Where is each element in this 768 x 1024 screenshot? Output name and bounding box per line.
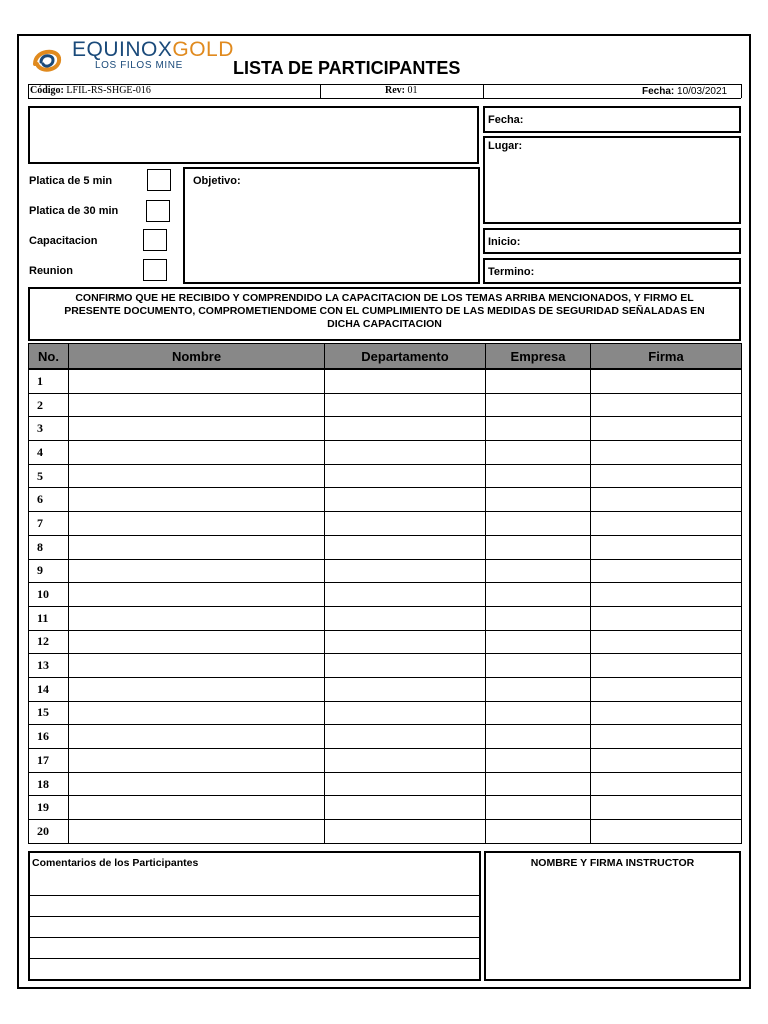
objetivo-field[interactable] [183, 167, 480, 284]
departamento-cell[interactable] [325, 772, 486, 796]
instructor-box[interactable] [484, 851, 741, 981]
divider [483, 84, 484, 98]
rev-field [385, 85, 418, 96]
firma-cell[interactable] [591, 630, 742, 654]
row-number: 12 [29, 630, 69, 654]
codigo-value: LFIL-RS-SHGE-016 [66, 85, 151, 96]
empresa-cell[interactable] [486, 417, 591, 441]
firma-cell[interactable] [591, 725, 742, 749]
row-number: 3 [29, 417, 69, 441]
table-row [29, 559, 742, 583]
rev-label: Rev: [385, 85, 405, 96]
empresa-cell[interactable] [486, 369, 591, 393]
firma-cell[interactable] [591, 583, 742, 607]
departamento-cell[interactable] [325, 369, 486, 393]
reunion-label: Reunion [29, 265, 73, 277]
table-row [29, 654, 742, 678]
column-header-nombre: Nombre [69, 344, 325, 370]
empresa-cell[interactable] [486, 559, 591, 583]
nombre-cell[interactable] [69, 441, 325, 465]
firma-cell[interactable] [591, 512, 742, 536]
codigo-field [30, 85, 151, 96]
departamento-cell[interactable] [325, 583, 486, 607]
table-header-row [29, 344, 742, 370]
brand-name-a: EQUINOX [72, 38, 173, 61]
platica30-label: Platica de 30 min [29, 205, 119, 217]
row-number: 18 [29, 772, 69, 796]
fecha-field[interactable] [483, 106, 741, 133]
brand-name-b: GOLD [172, 38, 234, 61]
departamento-cell[interactable] [325, 417, 486, 441]
empresa-cell[interactable] [486, 512, 591, 536]
brand-name [72, 38, 234, 62]
row-number: 16 [29, 725, 69, 749]
table-row [29, 417, 742, 441]
departamento-cell[interactable] [325, 654, 486, 678]
empresa-cell[interactable] [486, 535, 591, 559]
column-header-no: No. [29, 344, 69, 370]
participants-table [28, 343, 742, 844]
comment-line[interactable] [30, 916, 479, 917]
firma-cell[interactable] [591, 417, 742, 441]
departamento-cell[interactable] [325, 606, 486, 630]
table-row [29, 701, 742, 725]
platica5-label: Platica de 5 min [29, 175, 113, 187]
divider [320, 84, 321, 98]
empresa-cell[interactable] [486, 654, 591, 678]
fecha-label: Fecha: [488, 114, 524, 126]
empresa-cell[interactable] [486, 701, 591, 725]
row-number: 4 [29, 441, 69, 465]
brand-subtitle: LOS FILOS MINE [95, 60, 183, 71]
departamento-cell[interactable] [325, 725, 486, 749]
divider [28, 84, 29, 98]
departamento-cell[interactable] [325, 441, 486, 465]
nombre-cell[interactable] [69, 393, 325, 417]
row-number: 6 [29, 488, 69, 512]
firma-cell[interactable] [591, 464, 742, 488]
row-number: 7 [29, 512, 69, 536]
departamento-cell[interactable] [325, 464, 486, 488]
table-row [29, 464, 742, 488]
column-header-departamento: Departamento [325, 344, 486, 370]
row-number: 2 [29, 393, 69, 417]
departamento-cell[interactable] [325, 512, 486, 536]
nombre-cell[interactable] [69, 559, 325, 583]
table-row [29, 583, 742, 607]
empresa-cell[interactable] [486, 796, 591, 820]
nombre-cell[interactable] [69, 820, 325, 844]
row-number: 10 [29, 583, 69, 607]
row-number: 11 [29, 606, 69, 630]
termino-field[interactable] [483, 258, 741, 284]
table-row [29, 772, 742, 796]
comment-line[interactable] [30, 895, 479, 896]
table-row [29, 512, 742, 536]
firma-cell[interactable] [591, 796, 742, 820]
nombre-cell[interactable] [69, 512, 325, 536]
row-number: 8 [29, 535, 69, 559]
header-fecha-value: 10/03/2021 [677, 86, 728, 97]
row-number: 13 [29, 654, 69, 678]
empresa-cell[interactable] [486, 606, 591, 630]
firma-cell[interactable] [591, 820, 742, 844]
nombre-cell[interactable] [69, 796, 325, 820]
reunion-checkbox[interactable] [143, 259, 167, 281]
firma-cell[interactable] [591, 772, 742, 796]
capacitacion-checkbox[interactable] [143, 229, 167, 251]
row-number: 19 [29, 796, 69, 820]
table-row [29, 725, 742, 749]
empresa-cell[interactable] [486, 677, 591, 701]
table-row [29, 606, 742, 630]
table-row [29, 369, 742, 393]
confirmation-text [30, 289, 739, 331]
row-number: 20 [29, 820, 69, 844]
departamento-cell[interactable] [325, 393, 486, 417]
platica30-checkbox[interactable] [146, 200, 170, 222]
instructor-label: NOMBRE Y FIRMA INSTRUCTOR [530, 857, 695, 869]
column-header-firma: Firma [591, 344, 742, 370]
empresa-cell[interactable] [486, 772, 591, 796]
table-row [29, 535, 742, 559]
firma-cell[interactable] [591, 654, 742, 678]
empresa-cell[interactable] [486, 725, 591, 749]
table-row [29, 796, 742, 820]
nombre-cell[interactable] [69, 583, 325, 607]
table-row [29, 393, 742, 417]
page-title: LISTA DE PARTICIPANTES [233, 58, 461, 78]
rev-value: 01 [407, 85, 418, 96]
table-row [29, 820, 742, 844]
column-header-empresa: Empresa [486, 344, 591, 370]
codigo-label: Código: [30, 85, 64, 96]
confirmation-line: DICHA CAPACITACION [327, 318, 442, 330]
equinox-swirl-logo-icon [27, 40, 67, 80]
empresa-cell[interactable] [486, 630, 591, 654]
row-number: 1 [29, 369, 69, 393]
nombre-cell[interactable] [69, 701, 325, 725]
firma-cell[interactable] [591, 369, 742, 393]
lugar-field[interactable] [483, 136, 741, 224]
nombre-cell[interactable] [69, 488, 325, 512]
firma-cell[interactable] [591, 559, 742, 583]
empresa-cell[interactable] [486, 583, 591, 607]
inicio-field[interactable] [483, 228, 741, 254]
empresa-cell[interactable] [486, 393, 591, 417]
header-fecha-label: Fecha: [642, 86, 675, 97]
divider [741, 84, 742, 98]
departamento-cell[interactable] [325, 796, 486, 820]
nombre-cell[interactable] [69, 677, 325, 701]
lugar-label: Lugar: [488, 140, 523, 152]
table-row [29, 677, 742, 701]
departamento-cell[interactable] [325, 677, 486, 701]
nombre-cell[interactable] [69, 749, 325, 773]
comentarios-box [28, 851, 481, 981]
firma-cell[interactable] [591, 677, 742, 701]
departamento-cell[interactable] [325, 488, 486, 512]
firma-cell[interactable] [591, 488, 742, 512]
nombre-cell[interactable] [69, 535, 325, 559]
firma-cell[interactable] [591, 701, 742, 725]
capacitacion-label: Capacitacion [29, 235, 98, 247]
departamento-cell[interactable] [325, 559, 486, 583]
nombre-cell[interactable] [69, 725, 325, 749]
table-row [29, 441, 742, 465]
nombre-cell[interactable] [69, 654, 325, 678]
nombre-cell[interactable] [69, 772, 325, 796]
table-row [29, 749, 742, 773]
inicio-label: Inicio: [488, 236, 521, 248]
firma-cell[interactable] [591, 749, 742, 773]
empresa-cell[interactable] [486, 820, 591, 844]
departamento-cell[interactable] [325, 535, 486, 559]
objetivo-label: Objetivo: [193, 175, 241, 187]
row-number: 14 [29, 677, 69, 701]
firma-cell[interactable] [591, 606, 742, 630]
confirmation-box [28, 287, 741, 341]
departamento-cell[interactable] [325, 701, 486, 725]
departamento-cell[interactable] [325, 749, 486, 773]
nombre-cell[interactable] [69, 369, 325, 393]
confirmation-line: PRESENTE DOCUMENTO, COMPROMETIENDOME CON EL CUMPLIMIENTO DE LAS MEDIDAS DE SEGURIDAD SEÑALADAS EN [64, 305, 705, 317]
row-number: 5 [29, 464, 69, 488]
divider [28, 98, 741, 99]
confirmation-line: CONFIRMO QUE HE RECIBIDO Y COMPRENDIDO LA CAPACITACION DE LOS TEMAS ARRIBA MENCIONADOS, Y FIRMO EL [75, 292, 694, 304]
nombre-cell[interactable] [69, 606, 325, 630]
nombre-cell[interactable] [69, 417, 325, 441]
firma-cell[interactable] [591, 441, 742, 465]
empresa-cell[interactable] [486, 441, 591, 465]
row-number: 15 [29, 701, 69, 725]
platica5-checkbox[interactable] [147, 169, 171, 191]
comentarios-label: Comentarios de los Participantes [32, 857, 199, 869]
empresa-cell[interactable] [486, 488, 591, 512]
nombre-cell[interactable] [69, 630, 325, 654]
departamento-cell[interactable] [325, 630, 486, 654]
departamento-cell[interactable] [325, 820, 486, 844]
comment-line[interactable] [30, 958, 479, 959]
firma-cell[interactable] [591, 535, 742, 559]
header-fecha-field [642, 86, 727, 97]
row-number: 17 [29, 749, 69, 773]
nombre-cell[interactable] [69, 464, 325, 488]
firma-cell[interactable] [591, 393, 742, 417]
comment-line[interactable] [30, 937, 479, 938]
empresa-cell[interactable] [486, 464, 591, 488]
table-row [29, 630, 742, 654]
empresa-cell[interactable] [486, 749, 591, 773]
table-row [29, 488, 742, 512]
row-number: 9 [29, 559, 69, 583]
topic-input[interactable] [28, 106, 479, 164]
termino-label: Termino: [488, 266, 535, 278]
